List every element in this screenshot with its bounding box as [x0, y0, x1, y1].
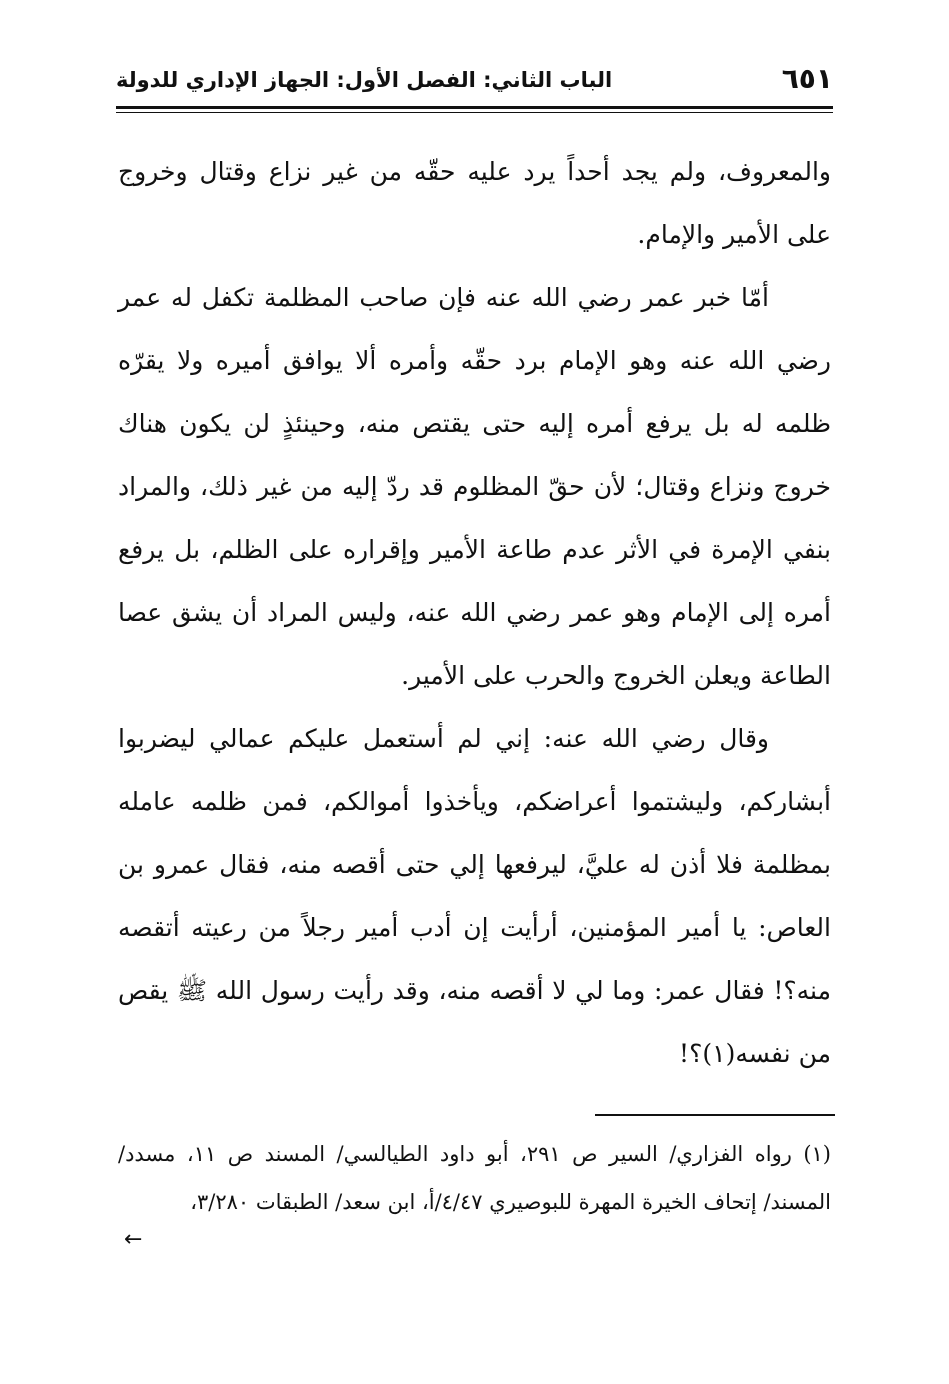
paragraph: أمّا خبر عمر رضي الله عنه فإن صاحب المظلمة تكفل له عمر رضي الله عنه وهو الإمام برد حقّه وأمره ألا يوافق أميره ولا يقرّه ظلمه له بل يرفع أمره إليه حتى يقتص منه، وحينئذٍ لن يكون هناك خروج ونزاع وقتال؛ لأن حقّ المظلوم قد ردّ إليه من غير ذلك، والمراد بنفي الإمرة في الأثر عدم طاعة الأمير وإقراره على الظلم، بل يرفع أمره إلى الإمام وهو عمر رضي الله عنه، وليس المراد أن يشق عصا الطاعة ويعلن الخروج والحرب على الأمير.: [118, 283, 831, 690]
paragraph: وقال رضي الله عنه: إني لم أستعمل عليكم عمالي ليضربوا أبشاركم، وليشتموا أعراضكم، ويأخذوا أموالكم، فمن ظلمه عامله بمظلمة فلا أذن له عليَّ، ليرفعها إلي حتى أقصه منه، فقال عمرو بن العاص: يا أمير المؤمنين، أرأيت إن أدب أمير رجلاً من رعيته أتقصه منه؟! فقال عمر: وما لي لا أقصه منه، وقد رأيت رسول الله ﷺ يقص من نفسه(١)؟!: [118, 724, 831, 1068]
header-rule-thin: [116, 112, 833, 113]
page-number: ٦٥١: [781, 62, 833, 95]
header-rule: [116, 106, 833, 109]
paragraph: والمعروف، ولم يجد أحداً يرد عليه حقّه من غير نزاع وقتال وخروج على الأمير والإمام.: [118, 157, 831, 249]
footnote-separator: [595, 1114, 835, 1116]
main-text: [118, 140, 831, 1085]
footnote: (١) رواه الفزاري/ السير ص ٢٩١، أبو داود الطيالسي/ المسند ص ١١، مسدد/ المسند/ إتحاف الخيرة المهرة للبوصيري ٤/٤٧/أ، ابن سعد/ الطبقات ٣/٢٨٠،: [118, 1142, 831, 1214]
running-title: الباب الثاني: الفصل الأول: الجهاز الإداري للدولة: [116, 68, 613, 92]
continue-arrow-icon: ←: [124, 1227, 143, 1252]
page-header: [116, 62, 833, 108]
footnotes: [118, 1130, 831, 1226]
